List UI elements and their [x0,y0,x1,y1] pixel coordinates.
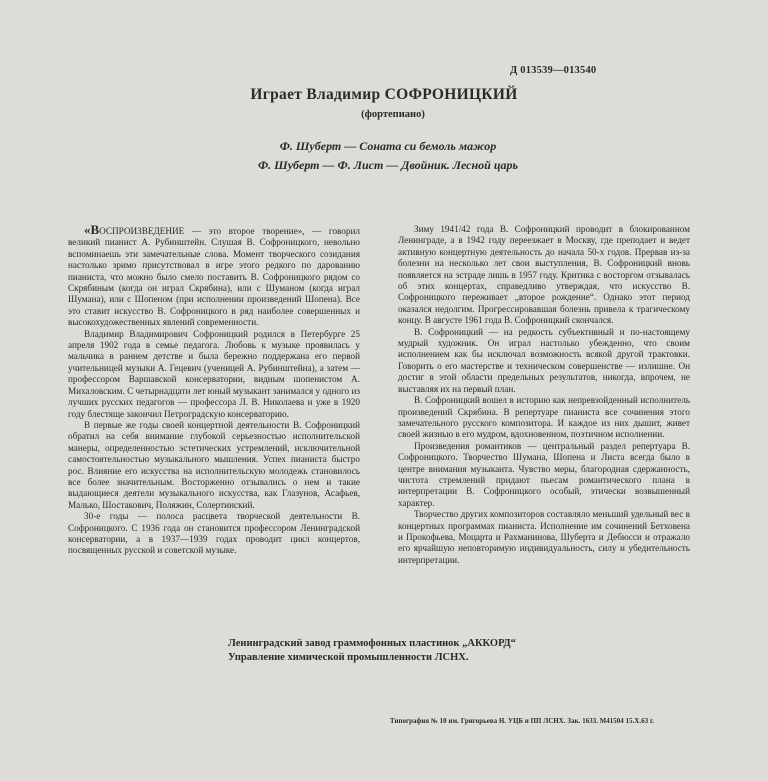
instrument-subtitle: (фортепиано) [361,109,425,120]
left-paragraph: «ВОСПРОИЗВЕДЕНИЕ — это второе творение», — говорил великий пианист А. Рубинштейн. Слушая В. Софроницкого, невольно вспоминаешь эти замечательные слова. Момент творческого созидания настолько зримо присутствовал в игре этого редкого по дарованию пианиста, что можно было смело поставить В. Софроницкого рядом со Скрябиным (когда он играл Скрябина), или с Шуманом (когда играл Шумана), или с Шопеном (при исполнении произведений Шопена). Все это ставит искусство В. Софроницкого в ряд наиболее совершенных и высокохудожественных явлений современности. [68,222,360,328]
right-paragraph: Произведения романтиков — центральный раздел репертуара В. Софроницкого. Творчество Шумана, Шопена и Листа всегда было в центре внимания музыканта. Чувство меры, благородная сдержанность, чистота стремлений придают пьесам романтического плана в интерпретации В. Софроницкого особый, этически возвышенный характер. [398,440,690,508]
left-paragraph: 30-е годы — полоса расцвета творческой деятельности В. Софроницкого. С 1936 года он становится профессором Ленинградской консерватории, а в 1937—1939 годах проводит цикл концертов, посвященных русской и советской музыке. [68,511,360,556]
left-paragraph: Владимир Владимирович Софроницкий родился в Петербурге 25 апреля 1902 года в семье педагога. Любовь к музыке проявилась у мальчика в раннем детстве и была бережно поддержана его первой учительницей музыки А. Гецевич (ученицей А. Рубинштейна), а затем — профессором Варшавской консерватории, видным шопенистом А. Михаловским. С четырнадцати лет юный музыкант занимался у одного из лучших русских педагогов — профессора Л. В. Николаева и уже в 1920 году блестяще закончил Петроградскую консерваторию. [68,328,360,419]
right-paragraph: В. Софроницкий — на редкость субъективный и по-настоящему мудрый художник. Он играл настолько убежденно, что своим исполнением как бы исключал возможность всякой другой трактовки. Говорить о его мастерстве и техническом совершенстве — излишне. Он достиг в этой области предельных результатов, никогда, впрочем, не выставляя их на первый план. [398,326,690,394]
opening-letter: «В [84,222,100,237]
left-paragraph: В первые же годы своей концертной деятельности В. Софроницкий обратил на себя внимание глубокой серьезностью исполнительской манеры, определенностью эстетических устремлений, исключительной самостоятельностью музыкального мышления. Успех пианиста быстро рос. Влияние его искусства на исполнительскую молодежь становилось все более значительным. Восторженно отзывались о нем и такие выдающиеся деятели музыкального искусства, как Глазунов, Асафьев, Малько, Шостакович, Поляжин, Солертинский. [68,419,360,510]
administration-line: Управление химической промышленности ЛСНХ. [228,652,469,663]
right-paragraph: Зиму 1941/42 года В. Софроницкий проводит в блокированном Ленинграде, а в 1942 году переезжает в Москву, где преподает и ведет активную концертную деятельность до начала 50-х годов. Прервав из-за болезни на несколько лет свои выступления, В. Софроницкий вновь появляется на эстраде лишь в 1957 году. Критика с восторгом отзывалась об этих концертах, справедливо утверждая, что искусство В. Софроницкого переживает „второе рождение“. Однако этот период оказался недолгим. Прогрессировавшая болезнь привела к трагическому концу. В августе 1961 года В. Софроницкий скончался. [398,224,690,326]
right-paragraph: Творчество других композиторов составляло меньший удельный вес в концертных программах пианиста. Исполнение им сочинений Бетховена и Прокофьева, Моцарта и Рахманинова, Шуберта и Дебюсси и отражало его ярчайшую неповторимую индивидуальность, силу и убедительность интерпретации. [398,509,690,565]
catalog-code: Д 013539—013540 [510,65,597,76]
printer-imprint: Типография № 10 им. Григорьева Н. УЦБ и ПП ЛСНХ. Зак. 1633. М41504 15.Х.63 г. [390,718,655,725]
right-text-column [398,224,690,566]
page-title: Играет Владимир СОФРОНИЦКИЙ [250,86,518,103]
work-title-1: Ф. Шуберт — Соната си бемоль мажор [279,139,497,153]
left-text-column [68,224,360,557]
work-title-2: Ф. Шуберт — Ф. Лист — Двойник. Лесной царь [257,158,518,172]
manufacturer-line: Ленинградский завод граммофонных пластинок „АККОРД“ [228,638,516,649]
right-paragraph: В. Софроницкий вошел в историю как непревзойденный исполнитель произведений Скрябина. В репертуаре пианиста все сочинения этого замечательного русского композитора. И каждое из них дышит, живет своей жизнью в его мудром, вдохновенном, поэтичном исполнении. [398,395,690,440]
